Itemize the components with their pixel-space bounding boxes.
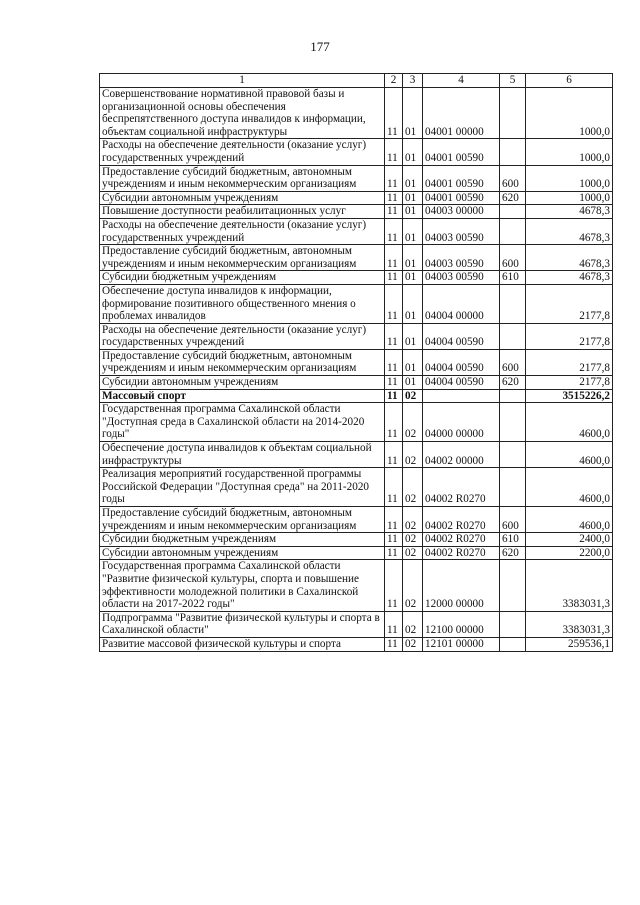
row-name-cell: Массовый спорт (100, 389, 385, 403)
section-code-cell: 11 (385, 403, 403, 442)
amount-cell: 3383031,3 (526, 560, 613, 611)
amount-cell: 2200,0 (526, 546, 613, 560)
section-code-cell: 11 (385, 165, 403, 191)
expense-type-cell: 600 (500, 245, 526, 271)
row-name-cell: Предоставление субсидий бюджетным, автономным учреждениям и иным некоммерческим организациям (100, 165, 385, 191)
target-article-cell: 04001 00590 (423, 191, 500, 205)
target-article-cell: 12101 00000 (423, 637, 500, 651)
page-number: 177 (310, 39, 330, 54)
section-code-cell: 11 (385, 271, 403, 285)
row-name-cell: Повышение доступности реабилитационных услуг (100, 205, 385, 219)
section-code-cell: 11 (385, 323, 403, 349)
budget-table (99, 73, 613, 652)
target-article-cell: 12100 00000 (423, 611, 500, 637)
section-code-cell: 11 (385, 376, 403, 390)
amount-cell: 2177,8 (526, 284, 613, 323)
subsection-code-cell: 01 (403, 349, 423, 375)
subsection-code-cell: 01 (403, 284, 423, 323)
expense-type-cell: 620 (500, 546, 526, 560)
expense-type-cell (500, 389, 526, 403)
table-row (100, 88, 613, 139)
row-name-cell: Предоставление субсидий бюджетным, автономным учреждениям и иным некоммерческим организациям (100, 245, 385, 271)
subsection-code-cell: 02 (403, 442, 423, 468)
section-code-cell: 11 (385, 88, 403, 139)
target-article-cell: 04004 00590 (423, 376, 500, 390)
expense-type-cell (500, 139, 526, 165)
column-header-4: 4 (423, 74, 500, 88)
column-header-6: 6 (526, 74, 613, 88)
row-name-cell: Развитие массовой физической культуры и спорта (100, 637, 385, 651)
expense-type-cell (500, 284, 526, 323)
amount-cell: 4678,3 (526, 245, 613, 271)
table-body (100, 88, 613, 652)
subsection-code-cell: 01 (403, 205, 423, 219)
amount-cell: 3515226,2 (526, 389, 613, 403)
section-code-cell: 11 (385, 218, 403, 244)
amount-cell: 4600,0 (526, 442, 613, 468)
amount-cell: 4678,3 (526, 205, 613, 219)
target-article-cell (423, 389, 500, 403)
amount-cell: 2177,8 (526, 349, 613, 375)
table-row (100, 139, 613, 165)
table-row (100, 637, 613, 651)
table-row (100, 165, 613, 191)
target-article-cell: 04003 00590 (423, 271, 500, 285)
table-row (100, 403, 613, 442)
subsection-code-cell: 02 (403, 560, 423, 611)
subsection-code-cell: 02 (403, 403, 423, 442)
section-code-cell: 11 (385, 637, 403, 651)
subsection-code-cell: 01 (403, 218, 423, 244)
target-article-cell: 04004 00000 (423, 284, 500, 323)
expense-type-cell: 620 (500, 191, 526, 205)
row-name-cell: Обеспечение доступа инвалидов к информации, формирование позитивного общественного мнения о проблемах инвалидов (100, 284, 385, 323)
section-code-cell: 11 (385, 284, 403, 323)
amount-cell: 2400,0 (526, 533, 613, 547)
row-name-cell: Обеспечение доступа инвалидов к объектам социальной инфраструктуры (100, 442, 385, 468)
amount-cell: 1000,0 (526, 165, 613, 191)
target-article-cell: 04003 00000 (423, 205, 500, 219)
target-article-cell: 04001 00000 (423, 88, 500, 139)
subsection-code-cell: 02 (403, 637, 423, 651)
target-article-cell: 04002 00000 (423, 442, 500, 468)
table-row (100, 191, 613, 205)
row-name-cell: Субсидии бюджетным учреждениям (100, 533, 385, 547)
amount-cell: 2177,8 (526, 376, 613, 390)
table-row (100, 546, 613, 560)
target-article-cell: 04002 R0270 (423, 468, 500, 507)
target-article-cell: 04003 00590 (423, 245, 500, 271)
table-row (100, 468, 613, 507)
expense-type-cell (500, 637, 526, 651)
amount-cell: 1000,0 (526, 88, 613, 139)
table-row (100, 507, 613, 533)
expense-type-cell: 600 (500, 507, 526, 533)
target-article-cell: 04004 00590 (423, 349, 500, 375)
column-header-2: 2 (385, 74, 403, 88)
table-row (100, 323, 613, 349)
subsection-code-cell: 02 (403, 546, 423, 560)
amount-cell: 4600,0 (526, 468, 613, 507)
row-name-cell: Предоставление субсидий бюджетным, автономным учреждениям и иным некоммерческим организациям (100, 507, 385, 533)
section-code-cell: 11 (385, 442, 403, 468)
section-code-cell: 11 (385, 546, 403, 560)
expense-type-cell: 600 (500, 165, 526, 191)
subsection-code-cell: 02 (403, 507, 423, 533)
row-name-cell: Подпрограмма "Развитие физической культуры и спорта в Сахалинской области" (100, 611, 385, 637)
row-name-cell: Субсидии бюджетным учреждениям (100, 271, 385, 285)
expense-type-cell (500, 442, 526, 468)
row-name-cell: Субсидии автономным учреждениям (100, 191, 385, 205)
row-name-cell: Предоставление субсидий бюджетным, автономным учреждениям и иным некоммерческим организациям (100, 349, 385, 375)
table-row (100, 284, 613, 323)
table-row (100, 442, 613, 468)
table-row (100, 376, 613, 390)
amount-cell: 2177,8 (526, 323, 613, 349)
section-code-cell: 11 (385, 507, 403, 533)
column-header-1: 1 (100, 74, 385, 88)
section-code-cell: 11 (385, 191, 403, 205)
target-article-cell: 04002 R0270 (423, 546, 500, 560)
row-name-cell: Расходы на обеспечение деятельности (оказание услуг) государственных учреждений (100, 218, 385, 244)
subsection-code-cell: 01 (403, 323, 423, 349)
section-code-cell: 11 (385, 245, 403, 271)
target-article-cell: 04004 00590 (423, 323, 500, 349)
amount-cell: 1000,0 (526, 191, 613, 205)
section-code-cell: 11 (385, 139, 403, 165)
section-code-cell: 11 (385, 468, 403, 507)
target-article-cell: 04001 00590 (423, 139, 500, 165)
amount-cell: 4600,0 (526, 403, 613, 442)
expense-type-cell: 620 (500, 376, 526, 390)
amount-cell: 4678,3 (526, 218, 613, 244)
expense-type-cell (500, 205, 526, 219)
section-code-cell: 11 (385, 611, 403, 637)
row-name-cell: Расходы на обеспечение деятельности (оказание услуг) государственных учреждений (100, 323, 385, 349)
section-code-cell: 11 (385, 560, 403, 611)
table-row (100, 611, 613, 637)
subsection-code-cell: 02 (403, 611, 423, 637)
row-name-cell: Субсидии автономным учреждениям (100, 546, 385, 560)
row-name-cell: Реализация мероприятий государственной программы Российской Федерации "Доступная среда" на 2011-2020 годы (100, 468, 385, 507)
section-code-cell: 11 (385, 205, 403, 219)
section-code-cell: 11 (385, 349, 403, 375)
expense-type-cell (500, 560, 526, 611)
table-row (100, 205, 613, 219)
table-header-row (100, 74, 613, 88)
expense-type-cell: 610 (500, 271, 526, 285)
subsection-code-cell: 01 (403, 139, 423, 165)
subsection-code-cell: 01 (403, 191, 423, 205)
expense-type-cell (500, 403, 526, 442)
expense-type-cell (500, 323, 526, 349)
subsection-code-cell: 01 (403, 165, 423, 191)
table-row (100, 218, 613, 244)
expense-type-cell (500, 218, 526, 244)
subsection-code-cell: 02 (403, 533, 423, 547)
column-header-5: 5 (500, 74, 526, 88)
amount-cell: 1000,0 (526, 139, 613, 165)
subsection-code-cell: 01 (403, 88, 423, 139)
section-code-cell: 11 (385, 389, 403, 403)
amount-cell: 3383031,3 (526, 611, 613, 637)
expense-type-cell: 600 (500, 349, 526, 375)
row-name-cell: Совершенствование нормативной правовой базы и организационной основы обеспечения беспрепятственного доступа инвалидов к информации, объектам социальной инфраструктуры (100, 88, 385, 139)
row-name-cell: Субсидии автономным учреждениям (100, 376, 385, 390)
expense-type-cell (500, 88, 526, 139)
target-article-cell: 04002 R0270 (423, 533, 500, 547)
column-header-3: 3 (403, 74, 423, 88)
subsection-code-cell: 02 (403, 468, 423, 507)
amount-cell: 4600,0 (526, 507, 613, 533)
row-name-cell: Государственная программа Сахалинской области "Доступная среда в Сахалинской области на 2014-2020 годы" (100, 403, 385, 442)
subsection-code-cell: 01 (403, 376, 423, 390)
table-row (100, 533, 613, 547)
row-name-cell: Государственная программа Сахалинской области "Развитие физической культуры, спорта и повышение эффективности молодежной политики в Сахалинской области на 2017-2022 годы" (100, 560, 385, 611)
target-article-cell: 04001 00590 (423, 165, 500, 191)
amount-cell: 259536,1 (526, 637, 613, 651)
section-code-cell: 11 (385, 533, 403, 547)
table-row (100, 271, 613, 285)
amount-cell: 4678,3 (526, 271, 613, 285)
expense-type-cell (500, 468, 526, 507)
subsection-code-cell: 02 (403, 389, 423, 403)
row-name-cell: Расходы на обеспечение деятельности (оказание услуг) государственных учреждений (100, 139, 385, 165)
expense-type-cell (500, 611, 526, 637)
table-row (100, 389, 613, 403)
table-row (100, 245, 613, 271)
expense-type-cell: 610 (500, 533, 526, 547)
target-article-cell: 04002 R0270 (423, 507, 500, 533)
target-article-cell: 04003 00590 (423, 218, 500, 244)
target-article-cell: 04000 00000 (423, 403, 500, 442)
table-row (100, 349, 613, 375)
subsection-code-cell: 01 (403, 245, 423, 271)
target-article-cell: 12000 00000 (423, 560, 500, 611)
table-row (100, 560, 613, 611)
subsection-code-cell: 01 (403, 271, 423, 285)
